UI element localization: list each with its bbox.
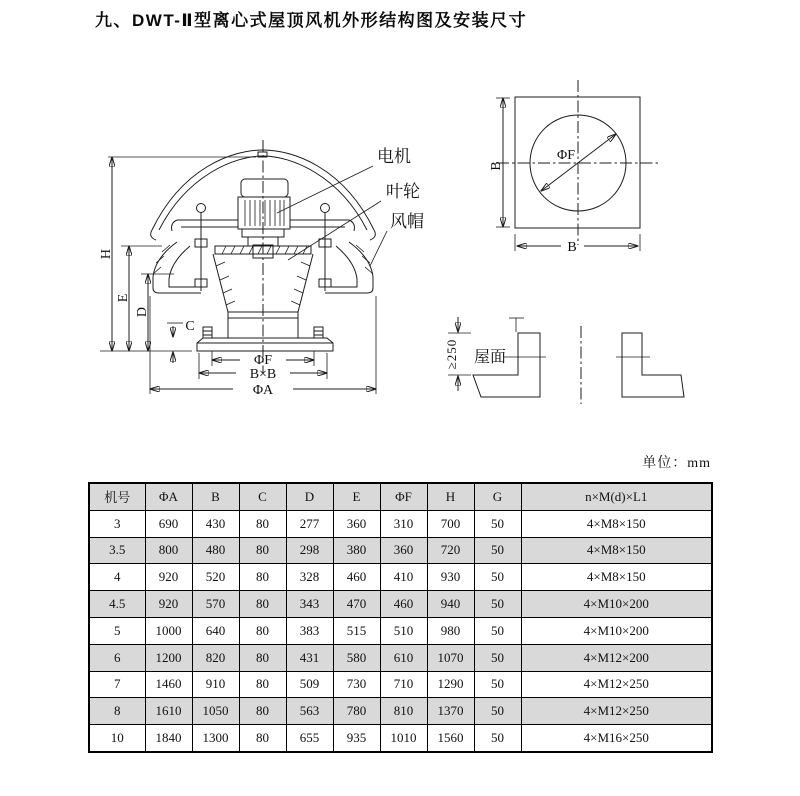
dim-label-bxb: B×B bbox=[249, 367, 277, 382]
dim-label-d: D bbox=[135, 306, 150, 318]
header-cell: D bbox=[286, 483, 333, 510]
table-row bbox=[89, 644, 712, 671]
table-cell: 640 bbox=[192, 617, 239, 644]
table-cell: 710 bbox=[380, 671, 427, 698]
table-cell: 920 bbox=[145, 564, 192, 591]
roof-label: 屋面 bbox=[474, 349, 507, 366]
table-cell: 80 bbox=[239, 564, 286, 591]
table-cell: 730 bbox=[333, 671, 380, 698]
table-cell: 1840 bbox=[145, 725, 192, 752]
section-view bbox=[444, 317, 684, 404]
table-cell: 4×M12×250 bbox=[521, 671, 712, 698]
table-cell: 410 bbox=[380, 564, 427, 591]
table-cell: 4×M8×150 bbox=[521, 564, 712, 591]
table-cell: 3 bbox=[89, 510, 145, 537]
table-row bbox=[89, 671, 712, 698]
base-flange bbox=[197, 327, 333, 351]
table-cell: 570 bbox=[192, 591, 239, 618]
table-cell: 80 bbox=[239, 644, 286, 671]
header-cell: H bbox=[427, 483, 474, 510]
table-cell: 80 bbox=[239, 671, 286, 698]
header-cell: ΦF bbox=[380, 483, 427, 510]
table-cell: 430 bbox=[192, 510, 239, 537]
dim-label-phi-a: ΦA bbox=[252, 383, 274, 398]
table-cell: 1050 bbox=[192, 698, 239, 725]
dim-label-c: C bbox=[185, 319, 195, 334]
table-cell: 360 bbox=[380, 537, 427, 564]
table-cell: 940 bbox=[427, 591, 474, 618]
label-wind-cap: 风帽 bbox=[390, 212, 424, 231]
table-cell: 1460 bbox=[145, 671, 192, 698]
table-cell: 920 bbox=[145, 591, 192, 618]
dimension-table bbox=[88, 482, 713, 753]
table-cell: 80 bbox=[239, 591, 286, 618]
table-cell: 510 bbox=[380, 617, 427, 644]
table-cell: 910 bbox=[192, 671, 239, 698]
table-cell: 7 bbox=[89, 671, 145, 698]
table-cell: 980 bbox=[427, 617, 474, 644]
table-cell: 4×M8×150 bbox=[521, 510, 712, 537]
table-cell: 810 bbox=[380, 698, 427, 725]
table-cell: 277 bbox=[286, 510, 333, 537]
table-row bbox=[89, 698, 712, 725]
table-cell: 4.5 bbox=[89, 591, 145, 618]
header-cell: E bbox=[333, 483, 380, 510]
table-cell: 310 bbox=[380, 510, 427, 537]
table-cell: 655 bbox=[286, 725, 333, 752]
table-cell: 50 bbox=[474, 698, 521, 725]
header-cell: C bbox=[239, 483, 286, 510]
header-cell: 机号 bbox=[89, 483, 145, 510]
label-impeller: 叶轮 bbox=[386, 182, 420, 201]
table-cell: 50 bbox=[474, 671, 521, 698]
elevation-dimensions bbox=[99, 157, 376, 398]
motor-body bbox=[238, 179, 290, 246]
table-cell: 520 bbox=[192, 564, 239, 591]
table-cell: 4×M16×250 bbox=[521, 725, 712, 752]
table-cell: 80 bbox=[239, 537, 286, 564]
table-cell: 1610 bbox=[145, 698, 192, 725]
table-cell: 563 bbox=[286, 698, 333, 725]
table-header-row bbox=[89, 483, 712, 510]
plan-b-side-label: B bbox=[489, 161, 504, 171]
table-cell: 580 bbox=[333, 644, 380, 671]
table-cell: 298 bbox=[286, 537, 333, 564]
table-cell: 780 bbox=[333, 698, 380, 725]
table-cell: 50 bbox=[474, 591, 521, 618]
table-cell: 360 bbox=[333, 510, 380, 537]
table-cell: 383 bbox=[286, 617, 333, 644]
curb-right-wall bbox=[622, 333, 684, 397]
table-cell: 460 bbox=[380, 591, 427, 618]
table-cell: 700 bbox=[427, 510, 474, 537]
plan-view bbox=[489, 80, 658, 255]
table-cell: 1300 bbox=[192, 725, 239, 752]
table-body bbox=[89, 510, 712, 752]
table-cell: 1070 bbox=[427, 644, 474, 671]
table-cell: 610 bbox=[380, 644, 427, 671]
table-cell: 50 bbox=[474, 725, 521, 752]
table-cell: 8 bbox=[89, 698, 145, 725]
table-cell: 4×M12×200 bbox=[521, 644, 712, 671]
table-cell: 6 bbox=[89, 644, 145, 671]
table-cell: 460 bbox=[333, 564, 380, 591]
table-cell: 515 bbox=[333, 617, 380, 644]
table-cell: 4×M10×200 bbox=[521, 617, 712, 644]
table-cell: 50 bbox=[474, 644, 521, 671]
table-row bbox=[89, 617, 712, 644]
table-cell: 1000 bbox=[145, 617, 192, 644]
table-cell: 50 bbox=[474, 564, 521, 591]
table-cell: 820 bbox=[192, 644, 239, 671]
units-note: 单位：mm bbox=[642, 456, 711, 471]
table-cell: 50 bbox=[474, 617, 521, 644]
min-height-label: ≥250 bbox=[444, 338, 459, 370]
dim-label-e: E bbox=[116, 293, 131, 303]
table-cell: 509 bbox=[286, 671, 333, 698]
table-cell: 480 bbox=[192, 537, 239, 564]
table-row bbox=[89, 510, 712, 537]
header-cell: ΦA bbox=[145, 483, 192, 510]
table-cell: 935 bbox=[333, 725, 380, 752]
table-cell: 720 bbox=[427, 537, 474, 564]
elevation-view bbox=[99, 140, 424, 398]
part-labels bbox=[277, 147, 424, 266]
table-cell: 930 bbox=[427, 564, 474, 591]
table-cell: 800 bbox=[145, 537, 192, 564]
plan-b-bottom-label: B bbox=[567, 240, 577, 255]
table-cell: 690 bbox=[145, 510, 192, 537]
table-cell: 50 bbox=[474, 537, 521, 564]
plan-phi-f-label: ΦF bbox=[556, 148, 576, 163]
table-cell: 4×M12×250 bbox=[521, 698, 712, 725]
table-cell: 1290 bbox=[427, 671, 474, 698]
table-cell: 4×M8×150 bbox=[521, 537, 712, 564]
dim-label-h: H bbox=[99, 248, 114, 260]
table-cell: 380 bbox=[333, 537, 380, 564]
header-cell: G bbox=[474, 483, 521, 510]
table-row bbox=[89, 591, 712, 618]
table-cell: 4 bbox=[89, 564, 145, 591]
table-cell: 80 bbox=[239, 510, 286, 537]
table-cell: 5 bbox=[89, 617, 145, 644]
header-cell: n×M(d)×L1 bbox=[521, 483, 712, 510]
table-cell: 4×M10×200 bbox=[521, 591, 712, 618]
table-cell: 1370 bbox=[427, 698, 474, 725]
table-cell: 3.5 bbox=[89, 537, 145, 564]
table-cell: 10 bbox=[89, 725, 145, 752]
table-cell: 80 bbox=[239, 725, 286, 752]
table-cell: 470 bbox=[333, 591, 380, 618]
page-title: 九、DWT-Ⅱ型离心式屋顶风机外形结构图及安装尺寸 bbox=[95, 11, 528, 30]
dim-label-phi-f: ΦF bbox=[253, 353, 273, 368]
table-cell: 50 bbox=[474, 510, 521, 537]
table-cell: 80 bbox=[239, 617, 286, 644]
table-row bbox=[89, 537, 712, 564]
table-cell: 1560 bbox=[427, 725, 474, 752]
table-cell: 328 bbox=[286, 564, 333, 591]
table-cell: 1200 bbox=[145, 644, 192, 671]
table-cell: 431 bbox=[286, 644, 333, 671]
label-motor: 电机 bbox=[377, 147, 411, 166]
header-cell: B bbox=[192, 483, 239, 510]
table-row bbox=[89, 564, 712, 591]
table-cell: 343 bbox=[286, 591, 333, 618]
table-cell: 1010 bbox=[380, 725, 427, 752]
table-cell: 80 bbox=[239, 698, 286, 725]
table-row bbox=[89, 725, 712, 752]
